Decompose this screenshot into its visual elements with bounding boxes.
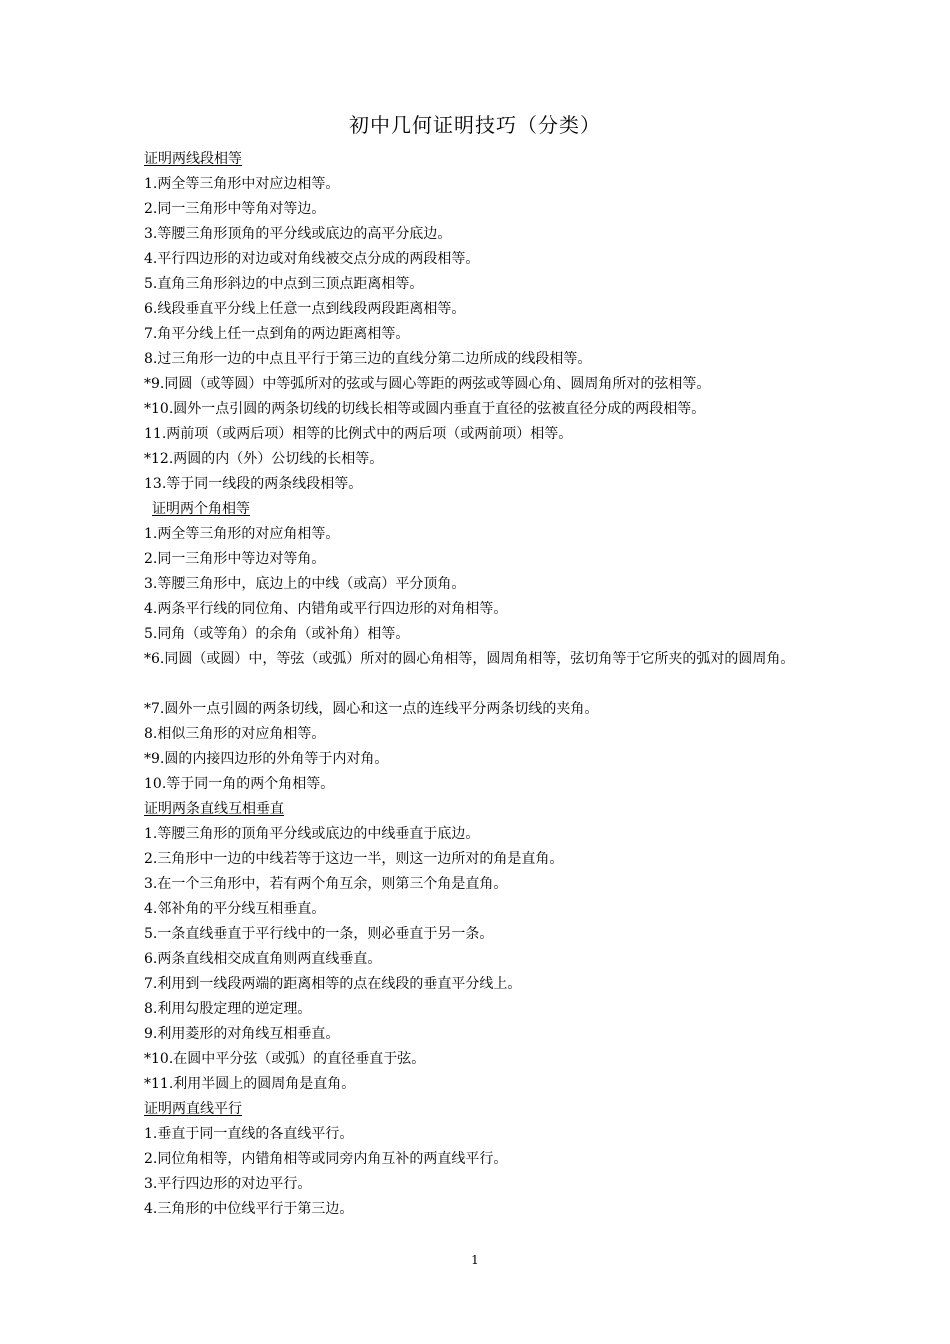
list-item: 5.一条直线垂直于平行线中的一条，则必垂直于另一条。 xyxy=(144,926,494,942)
list-item: 5.直角三角形斜边的中点到三顶点距离相等。 xyxy=(144,276,424,292)
list-item: 4.平行四边形的对边或对角线被交点分成的两段相等。 xyxy=(144,251,480,267)
list-item: *12.两圆的内（外）公切线的长相等。 xyxy=(144,451,384,467)
list-item: *11.利用半圆上的圆周角是直角。 xyxy=(144,1076,356,1092)
section-heading-equal-angles: 证明两个角相等 xyxy=(152,501,250,517)
list-item: 10.等于同一角的两个角相等。 xyxy=(144,776,335,792)
list-item: 2.同一三角形中等边对等角。 xyxy=(144,551,326,567)
list-item: 4.三角形的中位线平行于第三边。 xyxy=(144,1201,354,1217)
list-item: 9.利用菱形的对角线互相垂直。 xyxy=(144,1026,340,1042)
document-title: 初中几何证明技巧（分类） xyxy=(349,113,601,137)
list-item: 3.等腰三角形顶角的平分线或底边的高平分底边。 xyxy=(144,226,452,242)
list-item: 4.两条平行线的同位角、内错角或平行四边形的对角相等。 xyxy=(144,601,508,617)
list-item: *10.圆外一点引圆的两条切线的切线长相等或圆内垂直于直径的弦被直径分成的两段相等。 xyxy=(144,401,706,417)
list-item: *6.同圆（或圆）中，等弦（或弧）所对的圆心角相等，圆周角相等，弦切角等于它所夹的弧对的圆周角。 xyxy=(144,651,795,667)
list-item: 8.利用勾股定理的逆定理。 xyxy=(144,1001,312,1017)
list-item: 1.两全等三角形中对应边相等。 xyxy=(144,176,340,192)
page-number: 1 xyxy=(471,1253,479,1267)
list-item: 13.等于同一线段的两条线段相等。 xyxy=(144,476,363,492)
list-item: 8.相似三角形的对应角相等。 xyxy=(144,726,326,742)
list-item: 1.垂直于同一直线的各直线平行。 xyxy=(144,1126,354,1142)
list-item: 7.角平分线上任一点到角的两边距离相等。 xyxy=(144,326,410,342)
list-item: 3.平行四边形的对边平行。 xyxy=(144,1176,312,1192)
list-item: 1.两全等三角形的对应角相等。 xyxy=(144,526,340,542)
list-item: 1.等腰三角形的顶角平分线或底边的中线垂直于底边。 xyxy=(144,826,480,842)
list-item: *9.同圆（或等圆）中等弧所对的弦或与圆心等距的两弦或等圆心角、圆周角所对的弦相等。 xyxy=(144,376,711,392)
section-heading-equal-segments: 证明两线段相等 xyxy=(144,151,242,167)
list-item: 8.过三角形一边的中点且平行于第三边的直线分第二边所成的线段相等。 xyxy=(144,351,592,367)
list-item: 5.同角（或等角）的余角（或补角）相等。 xyxy=(144,626,410,642)
document-body xyxy=(144,147,824,1222)
list-item: 6.线段垂直平分线上任意一点到线段两段距离相等。 xyxy=(144,301,466,317)
list-item: *9.圆的内接四边形的外角等于内对角。 xyxy=(144,751,389,767)
list-item: 3.在一个三角形中，若有两个角互余，则第三个角是直角。 xyxy=(144,876,508,892)
section-heading-perpendicular-lines: 证明两条直线互相垂直 xyxy=(144,801,284,817)
list-item: 2.同一三角形中等角对等边。 xyxy=(144,201,326,217)
list-item: 7.利用到一线段两端的距离相等的点在线段的垂直平分线上。 xyxy=(144,976,522,992)
list-item: 3.等腰三角形中，底边上的中线（或高）平分顶角。 xyxy=(144,576,466,592)
list-item: *7.圆外一点引圆的两条切线，圆心和这一点的连线平分两条切线的夹角。 xyxy=(144,701,599,717)
list-item: 6.两条直线相交成直角则两直线垂直。 xyxy=(144,951,382,967)
list-item: 2.三角形中一边的中线若等于这边一半，则这一边所对的角是直角。 xyxy=(144,851,564,867)
list-item: 2.同位角相等，内错角相等或同旁内角互补的两直线平行。 xyxy=(144,1151,508,1167)
section-heading-parallel-lines: 证明两直线平行 xyxy=(144,1101,242,1117)
list-item: 4.邻补角的平分线互相垂直。 xyxy=(144,901,326,917)
list-item: 11.两前项（或两后项）相等的比例式中的两后项（或两前项）相等。 xyxy=(144,426,573,442)
list-item: *10.在圆中平分弦（或弧）的直径垂直于弦。 xyxy=(144,1051,426,1067)
